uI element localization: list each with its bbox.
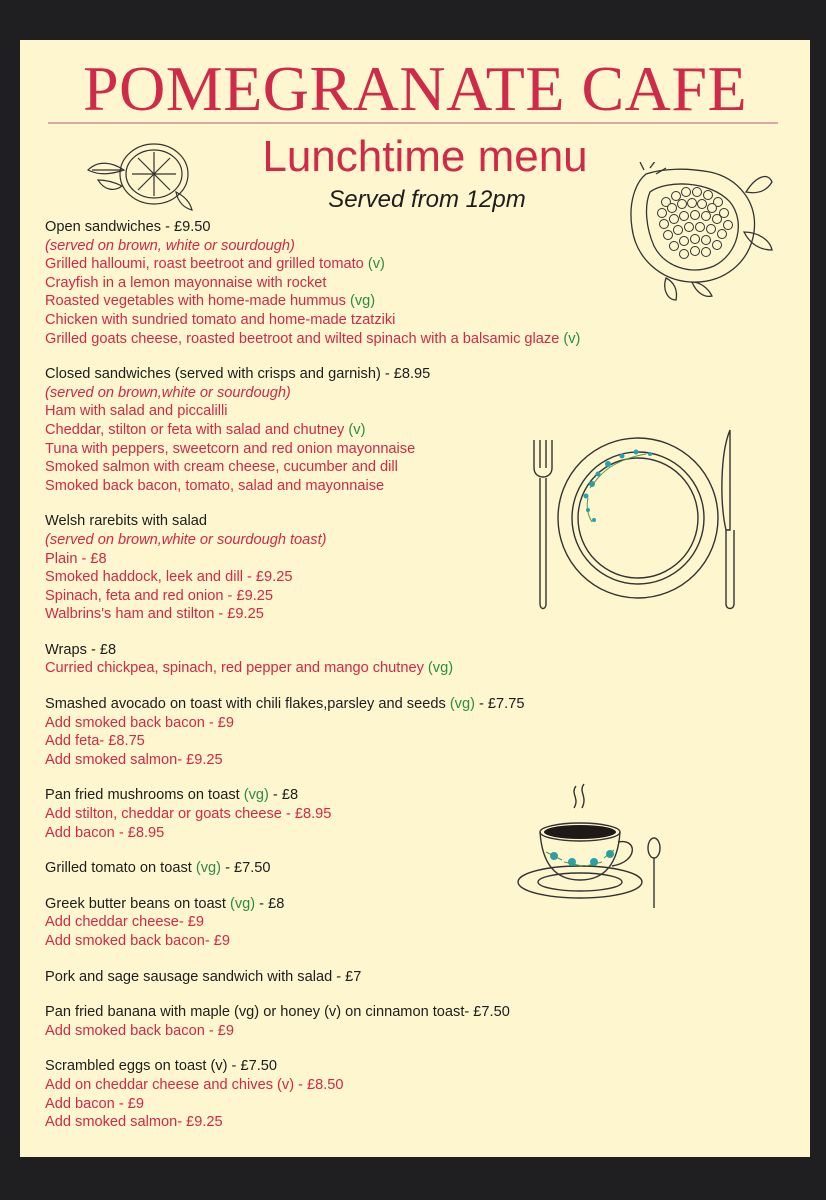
menu-item — [45, 1022, 810, 1041]
menu-page — [20, 40, 810, 1157]
text-run: Add smoked salmon- £9.25 — [45, 751, 223, 768]
diet-tag: (vg) — [243, 787, 269, 804]
text-run: - £7.50 — [221, 860, 271, 877]
text-run: Add smoked back bacon- £9 — [45, 933, 230, 949]
menu-item — [45, 440, 810, 459]
menu-item — [45, 311, 810, 330]
text-run: Crayfish in a lemon mayonnaise with rocket — [45, 274, 327, 291]
menu-section — [45, 695, 810, 769]
text-run: Add cheddar cheese- £9 — [45, 914, 205, 931]
title-divider — [48, 122, 778, 124]
menu-item — [45, 458, 810, 477]
text-run: Pan fried mushrooms on toast — [45, 787, 244, 804]
text-run: Pan fried banana with maple (vg) or honey (v) on cinnamon toast- £7.50 — [45, 1004, 510, 1021]
menu-item — [45, 1113, 810, 1132]
menu-item — [45, 805, 810, 824]
text-run: Add bacon - £8.95 — [45, 824, 165, 841]
diet-tag: (vg) — [229, 895, 256, 912]
text-run: Tuna with peppers, sweetcorn and red onion mayonnaise — [45, 440, 416, 457]
menu-item — [45, 477, 810, 496]
text-run: Scrambled eggs on toast (v) - £7.50 — [45, 1058, 277, 1075]
text-run: Smashed avocado on toast with chili flakes,parsley and seeds — [45, 696, 450, 713]
section-heading — [45, 895, 810, 914]
menu-section — [45, 1057, 810, 1131]
text-run: Add stilton, cheddar or goats cheese - £8.95 — [45, 806, 332, 823]
menu-item — [45, 274, 810, 293]
menu-item — [45, 1095, 810, 1114]
text-run: Cheddar, stilton or feta with salad and chutney — [45, 421, 349, 438]
section-heading — [45, 218, 810, 237]
menu-item — [45, 550, 810, 569]
text-run: Welsh rarebits with salad — [45, 513, 207, 530]
text-run: Plain - £8 — [45, 550, 107, 567]
menu-item — [45, 1076, 810, 1095]
diet-tag: (vg) — [449, 696, 475, 713]
section-heading — [45, 365, 810, 384]
section-heading — [45, 968, 810, 987]
menu-section — [45, 641, 810, 678]
text-run: Add bacon - £9 — [45, 1095, 144, 1112]
menu-item — [45, 932, 810, 951]
section-heading — [45, 641, 810, 660]
menu-sections — [45, 218, 810, 1149]
menu-item — [45, 751, 810, 770]
text-run: Grilled halloumi, roast beetroot and grilled tomato — [45, 256, 368, 273]
text-run: Smoked back bacon, tomato, salad and mayonnaise — [45, 477, 385, 494]
text-run: Add smoked back bacon - £9 — [45, 714, 235, 731]
section-note: (served on brown,white or sourdough) — [45, 384, 291, 401]
served-time: Served from 12pm — [328, 186, 526, 213]
text-run: Add smoked salmon- £9.25 — [45, 1114, 223, 1131]
menu-item — [45, 587, 810, 606]
menu-item — [45, 402, 810, 421]
text-run: Wraps - £8 — [45, 641, 117, 658]
diet-tag: (vg) — [350, 293, 376, 310]
text-run: Add feta- £8.75 — [45, 733, 145, 750]
menu-item — [45, 330, 810, 349]
text-run: Roasted vegetables with home-made hummus — [45, 293, 351, 310]
lemon-icon — [84, 140, 196, 212]
diet-tag: (vg) — [195, 860, 222, 877]
text-run: Smoked haddock, leek and dill - £9.25 — [45, 569, 293, 586]
menu-item — [45, 292, 810, 311]
text-run: Closed sandwiches (served with crisps and garnish) - £8.95 — [45, 366, 431, 383]
menu-item — [45, 824, 810, 843]
text-run: Grilled goats cheese, roasted beetroot and wilted spinach with a balsamic glaze — [45, 330, 564, 347]
diet-tag: (v) — [563, 330, 581, 347]
cafe-name: POMEGRANATE CAFE — [82, 53, 748, 124]
section-heading — [45, 786, 810, 805]
menu-section — [45, 218, 810, 348]
text-run: Ham with salad and piccalilli — [45, 403, 228, 420]
menu-item — [45, 714, 810, 733]
menu-item — [45, 913, 810, 932]
diet-tag: (vg) — [427, 660, 454, 677]
menu-section — [45, 365, 810, 495]
menu-section — [45, 895, 810, 951]
menu-section — [45, 512, 810, 624]
menu-item — [45, 732, 810, 751]
text-run: Open sandwiches - £9.50 — [45, 219, 211, 235]
menu-title: Lunchtime menu — [262, 132, 588, 181]
section-heading — [45, 1057, 810, 1076]
menu-section — [45, 1003, 810, 1040]
menu-item — [45, 255, 810, 274]
diet-tag: (v) — [348, 421, 366, 438]
diet-tag: (v) — [367, 256, 385, 273]
text-run: Greek butter beans on toast — [45, 895, 230, 912]
text-run: - £7.75 — [474, 696, 525, 713]
section-note: (served on brown, white or sourdough) — [45, 237, 295, 254]
menu-item — [45, 568, 810, 587]
text-run: Chicken with sundried tomato and home-made tzatziki — [45, 311, 396, 328]
text-run: Add on cheddar cheese and chives (v) - £8.50 — [45, 1076, 344, 1093]
menu-section — [45, 786, 810, 842]
menu-item — [45, 659, 810, 678]
section-heading — [45, 695, 810, 714]
section-note: (served on brown,white or sourdough toast) — [45, 531, 327, 548]
menu-section — [45, 859, 810, 878]
section-heading — [45, 1003, 810, 1022]
text-run: Curried chickpea, spinach, red pepper and mango chutney — [45, 660, 428, 677]
text-run: Grilled tomato on toast — [45, 860, 196, 877]
text-run: Add smoked back bacon - £9 — [45, 1022, 235, 1039]
section-heading — [45, 859, 810, 878]
text-run: Walbrins's ham and stilton - £9.25 — [45, 606, 264, 623]
menu-item — [45, 421, 810, 440]
text-run: Smoked salmon with cream cheese, cucumber and dill — [45, 459, 398, 476]
text-run: Spinach, feta and red onion - £9.25 — [45, 587, 273, 604]
menu-item — [45, 605, 810, 624]
section-heading — [45, 512, 810, 531]
menu-section — [45, 968, 810, 987]
text-run: - £8 — [255, 895, 285, 912]
text-run: Pork and sage sausage sandwich with salad - £7 — [45, 968, 362, 985]
text-run: - £8 — [268, 787, 299, 804]
